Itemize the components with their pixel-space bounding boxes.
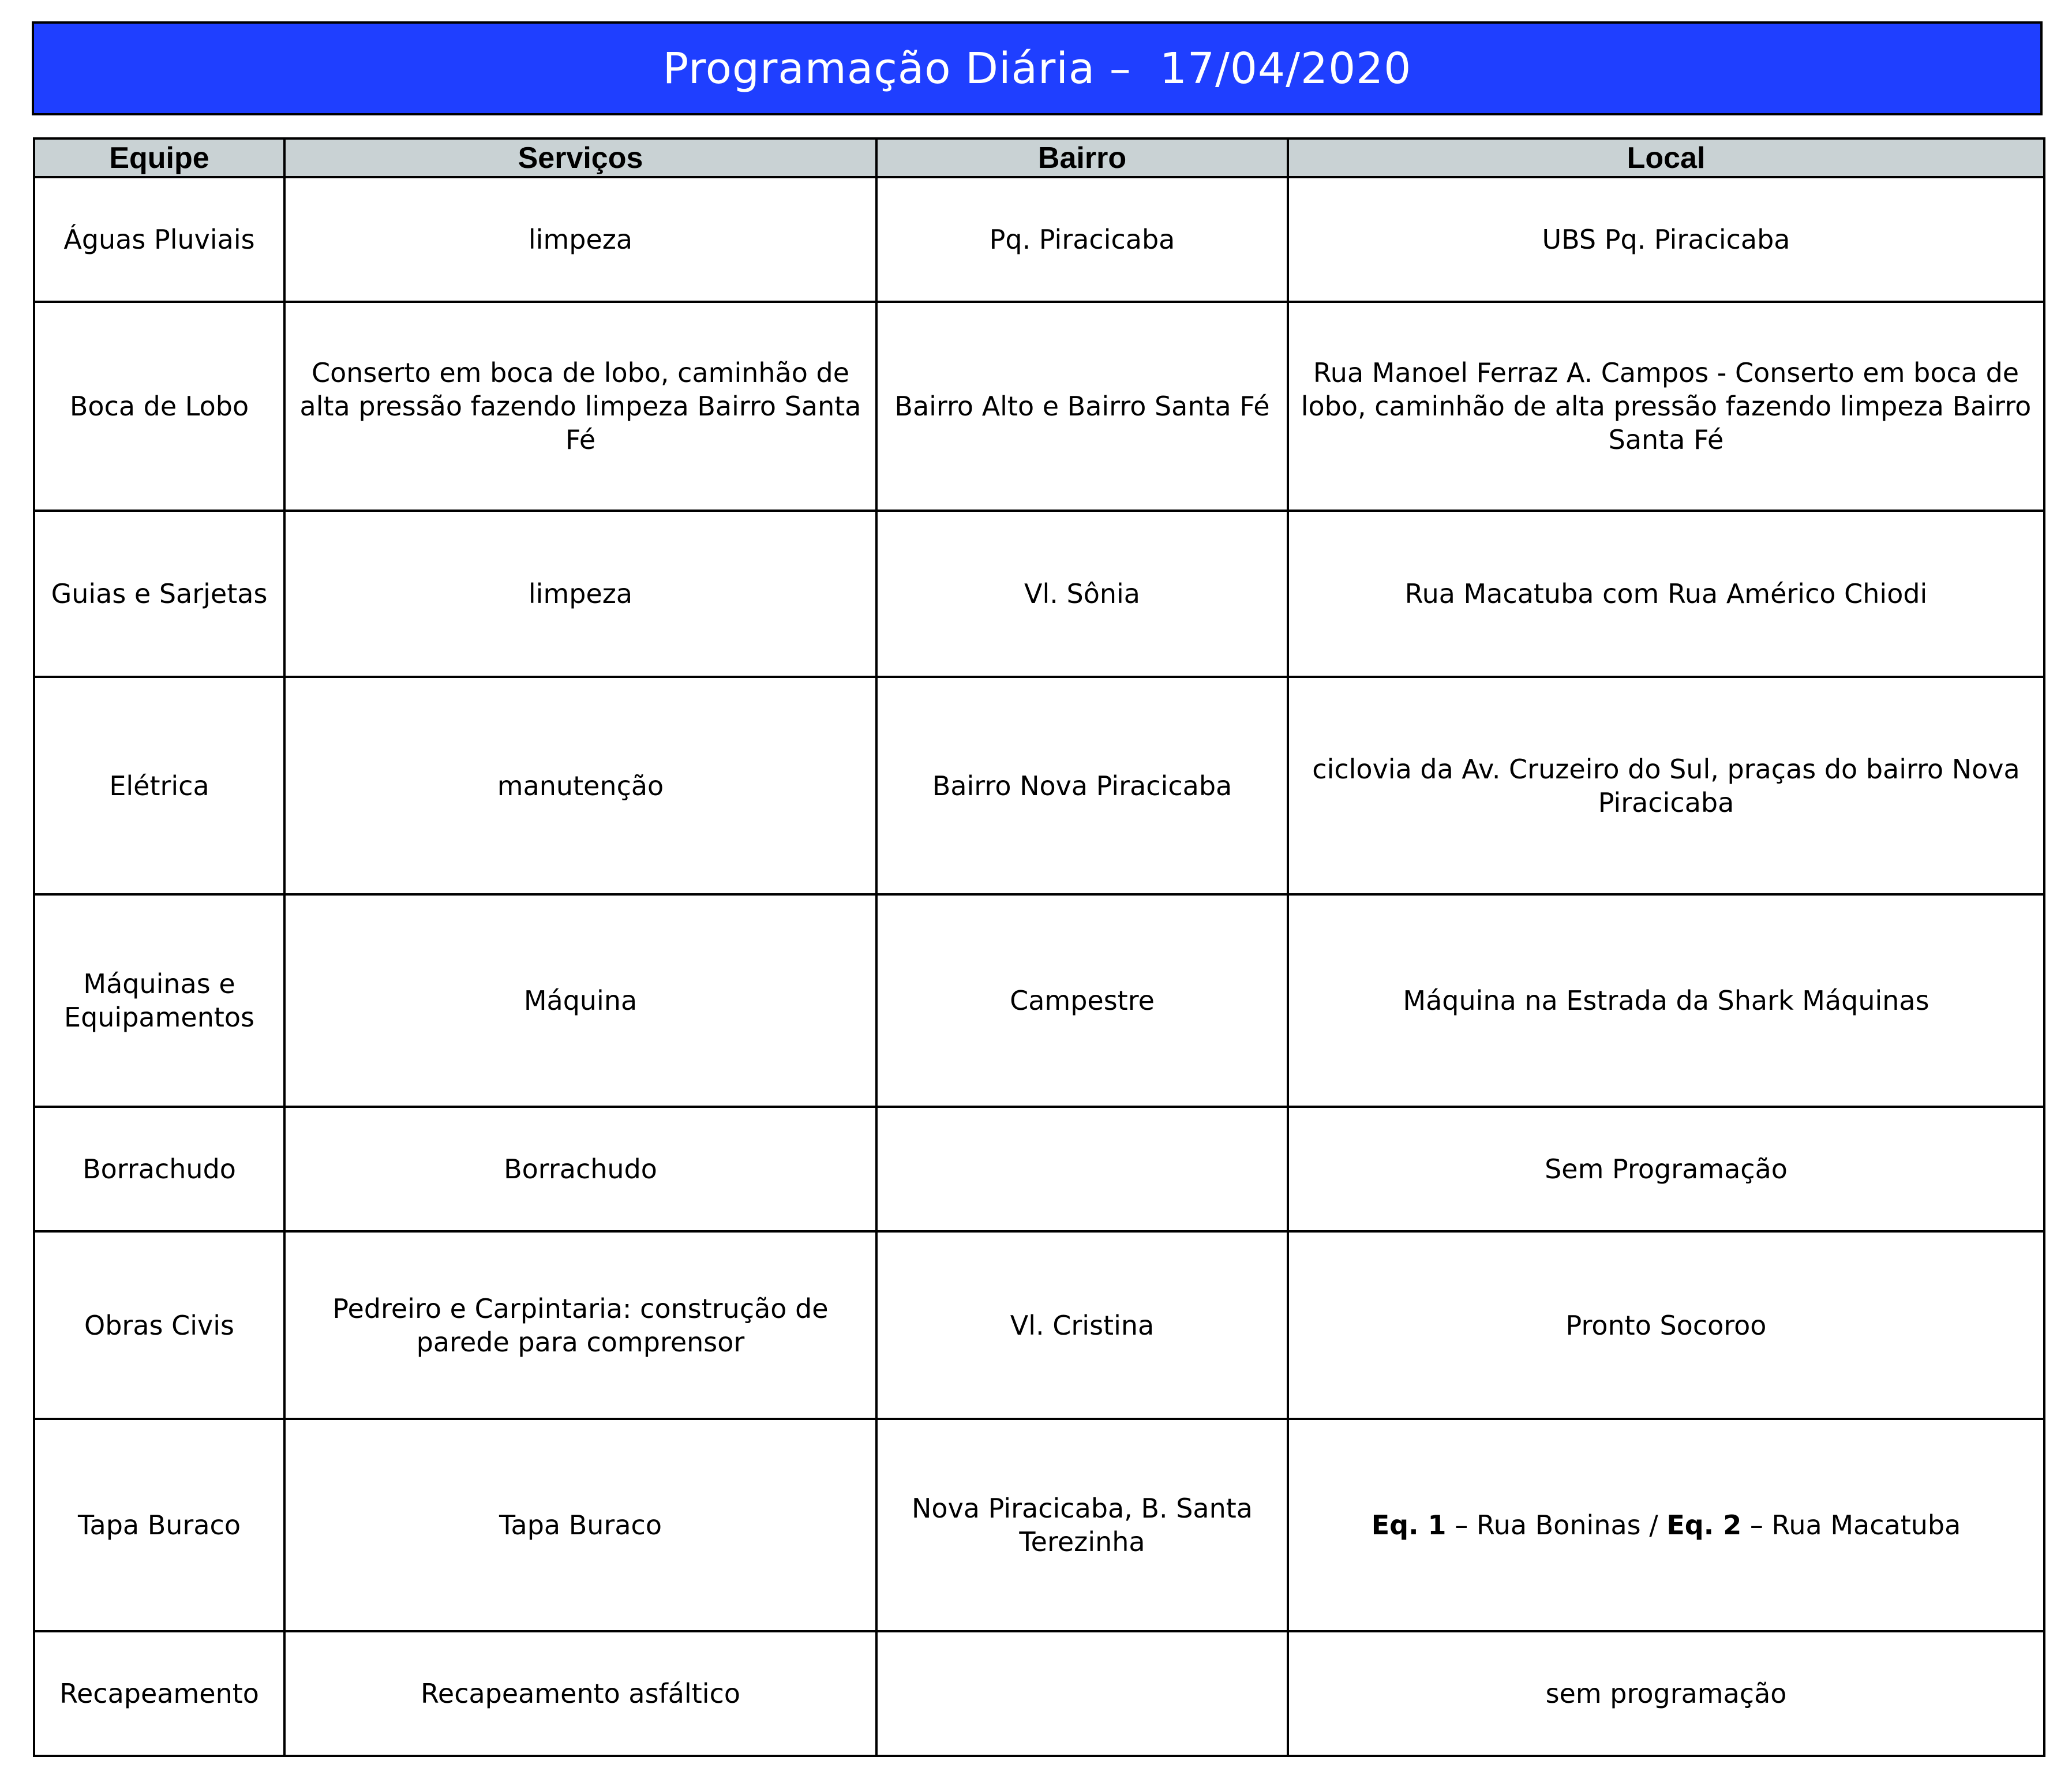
schedule-table	[33, 137, 2045, 1757]
cell-local: Sem Programação	[1288, 1107, 2044, 1231]
cell-equipe: Guias e Sarjetas	[34, 511, 284, 677]
cell-equipe: Elétrica	[34, 677, 284, 894]
cell-servicos: limpeza	[284, 511, 876, 677]
cell-bairro	[876, 1631, 1288, 1756]
team-1-label: Eq. 1	[1371, 1509, 1447, 1541]
cell-servicos: Recapeamento asfáltico	[284, 1631, 876, 1756]
cell-local: ciclovia da Av. Cruzeiro do Sul, praças do bairro Nova Piracicaba	[1288, 677, 2044, 894]
table-row	[34, 1231, 2044, 1419]
table-row	[34, 1107, 2044, 1231]
table-row	[34, 677, 2044, 894]
team-1-location: – Rua Boninas /	[1446, 1509, 1667, 1541]
cell-servicos: limpeza	[284, 177, 876, 302]
cell-bairro: Nova Piracicaba, B. Santa Terezinha	[876, 1419, 1288, 1631]
column-header-servicos: Serviços	[284, 138, 876, 177]
team-2-location: – Rua Macatuba	[1741, 1509, 1961, 1541]
cell-local: sem programação	[1288, 1631, 2044, 1756]
cell-equipe: Águas Pluviais	[34, 177, 284, 302]
cell-local: Pronto Socoroo	[1288, 1231, 2044, 1419]
cell-local	[1288, 1419, 2044, 1631]
cell-equipe: Tapa Buraco	[34, 1419, 284, 1631]
cell-bairro: Bairro Alto e Bairro Santa Fé	[876, 302, 1288, 511]
cell-bairro: Vl. Cristina	[876, 1231, 1288, 1419]
table-row	[34, 511, 2044, 677]
cell-servicos: manutenção	[284, 677, 876, 894]
table-row	[34, 894, 2044, 1107]
cell-local: UBS Pq. Piracicaba	[1288, 177, 2044, 302]
cell-bairro: Bairro Nova Piracicaba	[876, 677, 1288, 894]
cell-equipe: Recapeamento	[34, 1631, 284, 1756]
cell-servicos: Pedreiro e Carpintaria: construção de parede para comprensor	[284, 1231, 876, 1419]
column-header-equipe: Equipe	[34, 138, 284, 177]
team-2-label: Eq. 2	[1666, 1509, 1742, 1541]
table-row	[34, 302, 2044, 511]
cell-bairro	[876, 1107, 1288, 1231]
cell-bairro: Pq. Piracicaba	[876, 177, 1288, 302]
cell-local: Máquina na Estrada da Shark Máquinas	[1288, 894, 2044, 1107]
page-title: Programação Diária – 17/04/2020	[662, 43, 1412, 93]
cell-servicos: Tapa Buraco	[284, 1419, 876, 1631]
cell-equipe: Obras Civis	[34, 1231, 284, 1419]
cell-local: Rua Macatuba com Rua Américo Chiodi	[1288, 511, 2044, 677]
cell-servicos: Máquina	[284, 894, 876, 1107]
table-row	[34, 1631, 2044, 1756]
cell-servicos: Borrachudo	[284, 1107, 876, 1231]
column-header-local: Local	[1288, 138, 2044, 177]
cell-equipe: Máquinas e Equipamentos	[34, 894, 284, 1107]
column-header-bairro: Bairro	[876, 138, 1288, 177]
title-bar	[32, 21, 2043, 115]
cell-servicos: Conserto em boca de lobo, caminhão de alta pressão fazendo limpeza Bairro Santa Fé	[284, 302, 876, 511]
cell-equipe: Borrachudo	[34, 1107, 284, 1231]
cell-local: Rua Manoel Ferraz A. Campos - Conserto em boca de lobo, caminhão de alta pressão fazendo limpeza Bairro Santa Fé	[1288, 302, 2044, 511]
table-row	[34, 1419, 2044, 1631]
table-row	[34, 177, 2044, 302]
cell-bairro: Campestre	[876, 894, 1288, 1107]
header-row	[34, 138, 2044, 177]
cell-equipe: Boca de Lobo	[34, 302, 284, 511]
cell-bairro: Vl. Sônia	[876, 511, 1288, 677]
